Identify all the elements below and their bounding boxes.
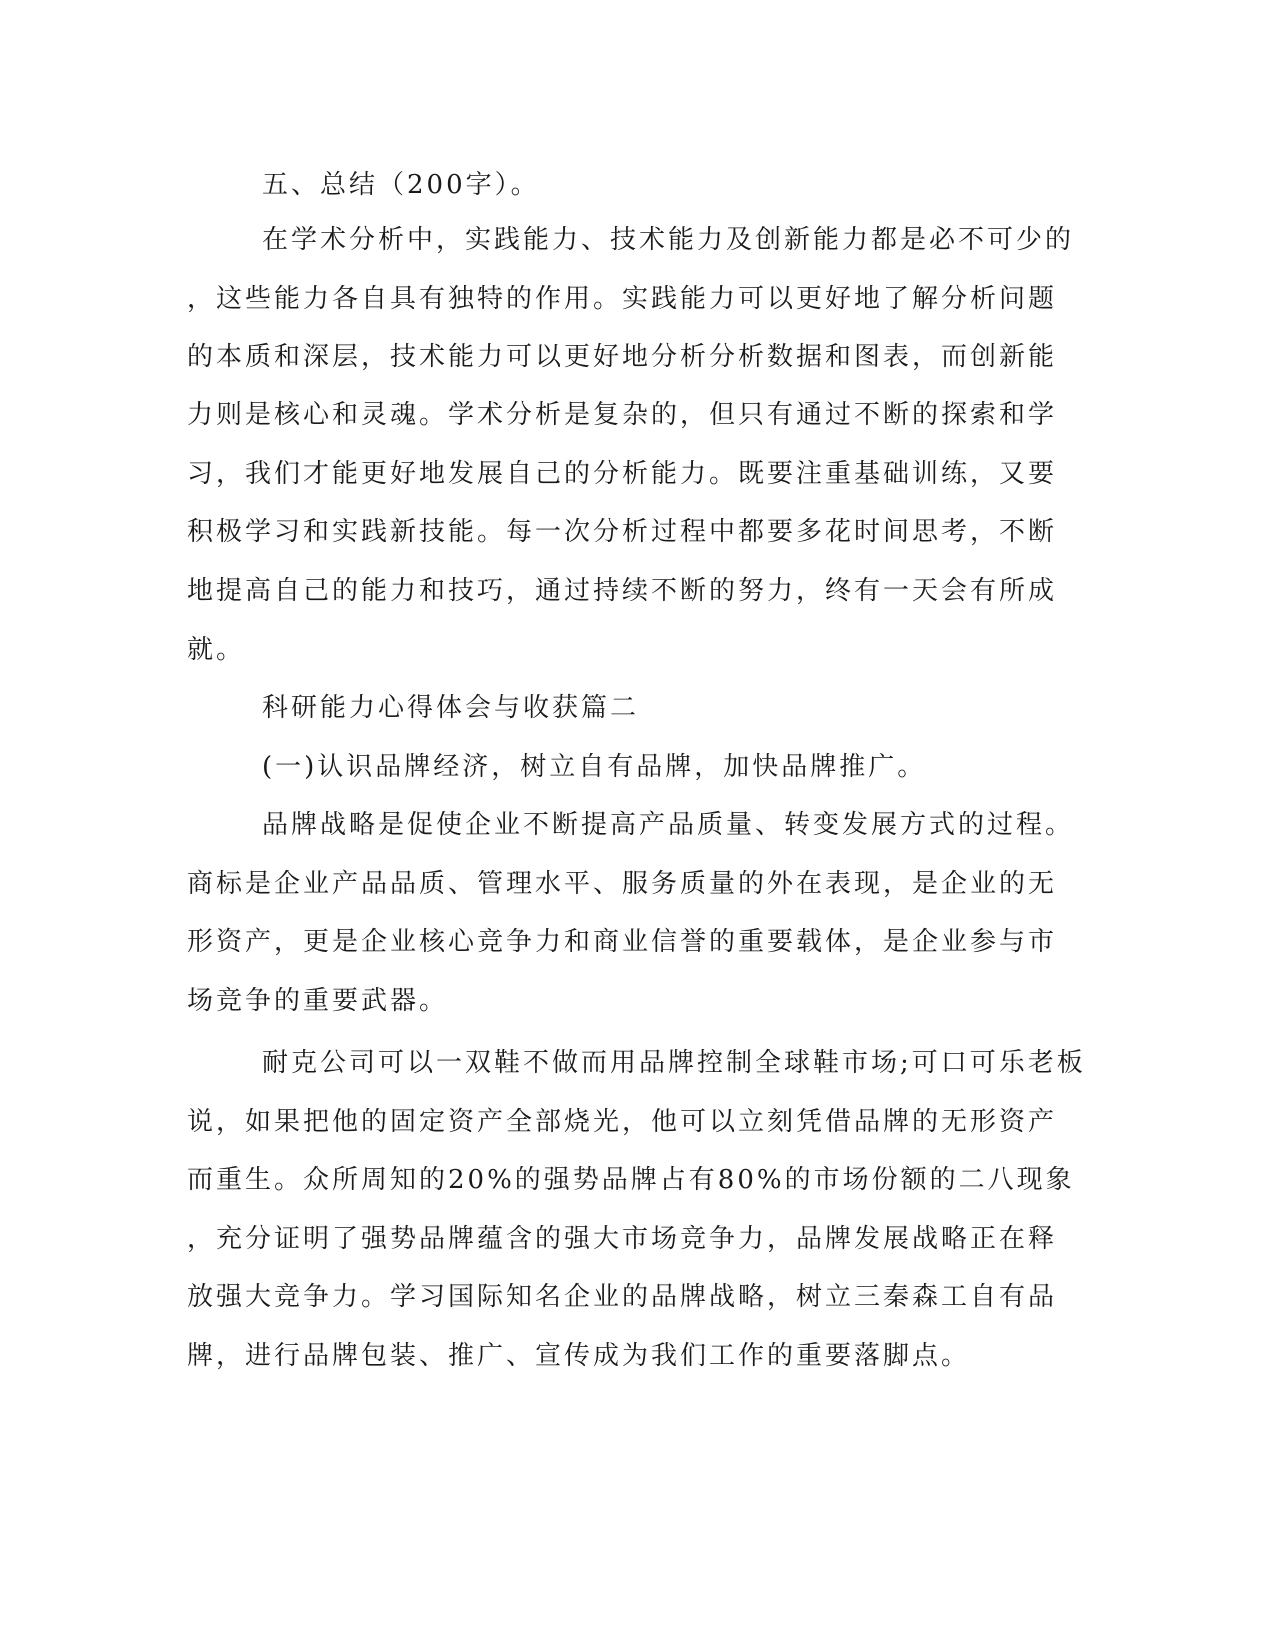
nike-paragraph-line-5: 放强大竞争力。学习国际知名企业的品牌战略，树立三秦森工自有品 xyxy=(187,1282,1058,1312)
nike-paragraph-line-6: 牌，进行品牌包装、推广、宣传成为我们工作的重要落脚点。 xyxy=(187,1341,971,1371)
summary-line-7: 地提高自己的能力和技巧，通过持续不断的努力，终有一天会有所成 xyxy=(187,576,1058,606)
nike-paragraph-line-2: 说，如果把他的固定资产全部烧光，他可以立刻凭借品牌的无形资产 xyxy=(187,1107,1058,1137)
summary-line-1: 在学术分析中，实践能力、技术能力及创新能力都是必不可少的 xyxy=(262,225,1075,255)
brand-paragraph-line-2: 商标是企业产品品质、管理水平、服务质量的外在表现，是企业的无 xyxy=(187,869,1058,899)
nike-paragraph-line-3: 而重生。众所周知的20%的强势品牌占有80%的市场份额的二八现象 xyxy=(187,1165,1075,1195)
nike-paragraph-line-1: 耐克公司可以一双鞋不做而用品牌控制全球鞋市场;可口可乐老板 xyxy=(262,1048,1086,1078)
section-heading: 五、总结（200字）。 xyxy=(262,170,540,200)
summary-line-2: ，这些能力各自具有独特的作用。实践能力可以更好地了解分析问题 xyxy=(187,284,1058,314)
summary-line-3: 的本质和深层，技术能力可以更好地分析分析数据和图表，而创新能 xyxy=(187,342,1058,372)
brand-paragraph-line-1: 品牌战略是促使企业不断提高产品质量、转变发展方式的过程。 xyxy=(262,810,1075,840)
brand-paragraph-line-3: 形资产，更是企业核心竞争力和商业信誉的重要载体，是企业参与市 xyxy=(187,927,1058,957)
summary-line-8: 就。 xyxy=(187,635,246,665)
subheading: (一)认识品牌经济，树立自有品牌，加快品牌推广。 xyxy=(262,752,927,782)
article-title: 科研能力心得体会与收获篇二 xyxy=(262,693,640,723)
nike-paragraph-line-4: ，充分证明了强势品牌蕴含的强大市场竞争力，品牌发展战略正在释 xyxy=(187,1224,1058,1254)
summary-line-4: 力则是核心和灵魂。学术分析是复杂的，但只有通过不断的探索和学 xyxy=(187,400,1058,430)
summary-line-6: 积极学习和实践新技能。每一次分析过程中都要多花时间思考，不断 xyxy=(187,517,1058,547)
brand-paragraph-line-4: 场竞争的重要武器。 xyxy=(187,986,449,1016)
summary-line-5: 习，我们才能更好地发展自己的分析能力。既要注重基础训练，又要 xyxy=(187,459,1058,489)
